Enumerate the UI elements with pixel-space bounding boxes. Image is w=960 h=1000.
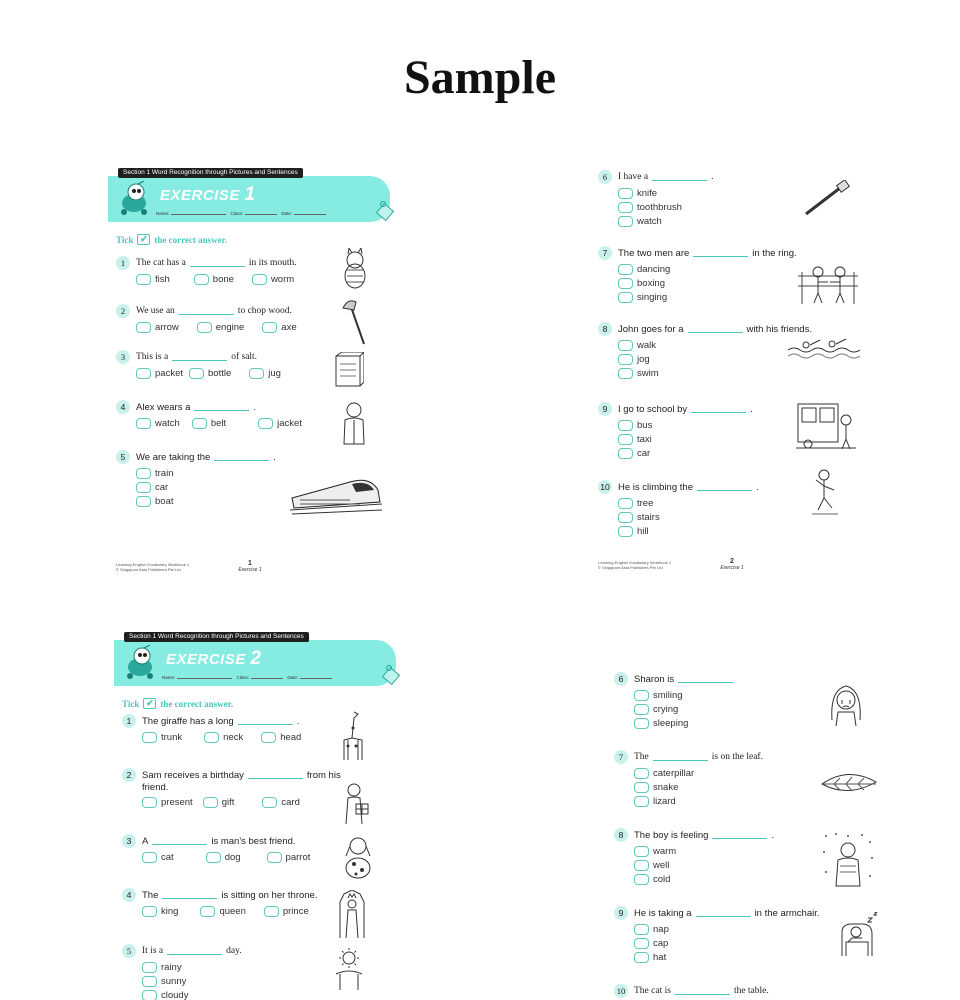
option-train[interactable]: train	[136, 468, 276, 479]
axe-icon	[340, 298, 370, 346]
option-cold[interactable]: cold	[634, 874, 774, 885]
tag-icon	[374, 200, 396, 222]
option-smiling[interactable]: smiling	[634, 690, 737, 701]
cat-icon	[340, 248, 370, 290]
option-stairs[interactable]: stairs	[618, 512, 759, 523]
option-hill[interactable]: hill	[618, 526, 759, 537]
question-3: 3 A is man's best friend. cat dog parrot	[122, 834, 310, 863]
option-jug[interactable]: jug	[249, 368, 281, 379]
option-king[interactable]: king	[142, 906, 178, 917]
option-engine[interactable]: engine	[197, 322, 245, 333]
instruction: Tick ✔ the correct answer.	[116, 234, 228, 245]
option-caterpillar[interactable]: caterpillar	[634, 768, 763, 779]
option-watch[interactable]: watch	[618, 216, 713, 227]
worksheet-page-4	[610, 626, 890, 1000]
exercise-banner	[114, 640, 396, 686]
page-number: 1 Exercise 1	[238, 560, 262, 573]
option-jog[interactable]: jog	[618, 354, 812, 365]
option-watch[interactable]: watch	[136, 418, 180, 429]
exercise-header	[118, 626, 398, 686]
exercise-title: EXERCISE 1	[160, 184, 256, 205]
option-tree[interactable]: tree	[618, 498, 759, 509]
question-6: 6 Sharon is smiling crying sleeping	[614, 672, 737, 729]
name-class-date-row: Name: Class: Date:	[162, 675, 335, 680]
boy-gift-icon	[340, 782, 370, 826]
option-knife[interactable]: knife	[618, 188, 713, 199]
boy-jacket-icon	[340, 402, 368, 446]
option-packet[interactable]: packet	[136, 368, 183, 379]
option-belt[interactable]: belt	[192, 418, 226, 429]
question-5: 5 It is a day. rainy sunny cloudy	[122, 944, 242, 1000]
queen-throne-icon	[336, 890, 368, 940]
question-10: 10 He is climbing the . tree stairs hill	[598, 480, 759, 537]
section-label: Section 1 Word Recognition through Pictures and Sentences	[118, 168, 303, 178]
instruction: Tick ✔ the correct answer.	[122, 698, 234, 709]
worksheet-page-2	[592, 162, 872, 582]
option-lizard[interactable]: lizard	[634, 796, 763, 807]
option-sleeping[interactable]: sleeping	[634, 718, 737, 729]
option-prince[interactable]: prince	[264, 906, 309, 917]
question-1: 1 The giraffe has a long . trunk neck head	[122, 714, 301, 743]
option-jacket[interactable]: jacket	[258, 418, 302, 429]
option-neck[interactable]: neck	[204, 732, 243, 743]
option-bone[interactable]: bone	[194, 274, 234, 285]
option-snake[interactable]: snake	[634, 782, 763, 793]
option-singing[interactable]: singing	[618, 292, 797, 303]
question-8: 8 John goes for a with his friends. walk jog swim	[598, 322, 812, 379]
question-8: 8 The boy is feeling . warm well cold	[614, 828, 774, 885]
option-swim[interactable]: swim	[618, 368, 812, 379]
question-5: 5 We are taking the . train car boat	[116, 450, 276, 507]
option-boxing[interactable]: boxing	[618, 278, 797, 289]
sun-icon	[334, 948, 364, 992]
question-3: 3 This is a of salt. packet bottle jug	[116, 350, 281, 379]
question-9: 9 He is taking a in the armchair. nap cap hat	[614, 906, 820, 963]
question-9: 9 I go to school by . bus taxi car	[598, 402, 753, 459]
boy-climbing-icon	[810, 468, 840, 516]
exercise-header	[112, 162, 392, 222]
question-4: 4 Alex wears a . watch belt jacket	[116, 400, 302, 429]
giraffe-icon	[340, 710, 366, 762]
option-cat[interactable]: cat	[142, 852, 174, 863]
option-nap[interactable]: nap	[634, 924, 820, 935]
option-car[interactable]: car	[136, 482, 276, 493]
dog-icon	[340, 836, 376, 880]
question-2: 2 Sam receives a birthday from his friend. present gift card	[122, 768, 341, 808]
page-number: 2 Exercise 1	[720, 558, 744, 571]
salt-packet-icon	[334, 352, 364, 388]
option-queen[interactable]: queen	[200, 906, 245, 917]
option-boat[interactable]: boat	[136, 496, 276, 507]
bus-icon	[796, 400, 856, 450]
question-10: 10 The cat is the table.	[614, 984, 769, 998]
option-crying[interactable]: crying	[634, 704, 737, 715]
toothbrush-icon	[802, 180, 852, 218]
exercise-title: EXERCISE 2	[166, 648, 262, 669]
option-fish[interactable]: fish	[136, 274, 170, 285]
page-footer: Learning English Vocabulary Workbook 1 © Singapore Asia Publishers Pte Ltd	[116, 562, 190, 572]
option-well[interactable]: well	[634, 860, 774, 871]
option-cloudy[interactable]: cloudy	[142, 990, 242, 1000]
section-label: Section 1 Word Recognition through Pictures and Sentences	[124, 632, 309, 642]
option-rainy[interactable]: rainy	[142, 962, 242, 973]
question-2: 2 We use an to chop wood. arrow engine axe	[116, 304, 297, 333]
swimmers-icon	[788, 336, 860, 360]
option-dog[interactable]: dog	[206, 852, 241, 863]
page-title: Sample	[403, 51, 556, 104]
exercise-banner	[108, 176, 390, 222]
question-7: 7 The is on the leaf. caterpillar snake lizard	[614, 750, 763, 807]
option-toothbrush[interactable]: toothbrush	[618, 202, 713, 213]
option-car[interactable]: car	[618, 448, 753, 459]
option-present[interactable]: present	[142, 797, 193, 808]
leaf-icon	[820, 770, 878, 796]
bug-mascot-icon	[120, 645, 160, 681]
question-6: 6 I have a . knife toothbrush watch	[598, 170, 713, 227]
option-hat[interactable]: hat	[634, 952, 820, 963]
option-head[interactable]: head	[261, 732, 301, 743]
option-walk[interactable]: walk	[618, 340, 812, 351]
option-warm[interactable]: warm	[634, 846, 774, 857]
option-arrow[interactable]: arrow	[136, 322, 179, 333]
man-napping-icon	[838, 912, 882, 958]
boy-cold-icon	[822, 832, 874, 890]
option-taxi[interactable]: taxi	[618, 434, 753, 445]
option-bus[interactable]: bus	[618, 420, 753, 431]
option-parrot[interactable]: parrot	[267, 852, 311, 863]
option-axe[interactable]: axe	[262, 322, 296, 333]
option-worm[interactable]: worm	[252, 274, 294, 285]
question-1: 1 The cat has a in its mouth. fish bone worm	[116, 256, 297, 285]
question-4: 4 The is sitting on her throne. king queen prince	[122, 888, 317, 917]
tag-icon	[380, 664, 402, 686]
option-trunk[interactable]: trunk	[142, 732, 182, 743]
option-cap[interactable]: cap	[634, 938, 820, 949]
option-dancing[interactable]: dancing	[618, 264, 797, 275]
bug-mascot-icon	[114, 181, 154, 217]
option-bottle[interactable]: bottle	[189, 368, 231, 379]
train-icon	[290, 468, 382, 516]
page-footer: Learning English Vocabulary Workbook 1 © Singapore Asia Publishers Pte Ltd	[598, 560, 672, 570]
option-card[interactable]: card	[262, 797, 299, 808]
name-class-date-row: Name: Class: Date:	[156, 211, 329, 216]
girl-crying-icon	[826, 680, 866, 728]
worksheet-page-3	[118, 626, 398, 1000]
worksheet-page-1	[112, 162, 392, 582]
option-sunny[interactable]: sunny	[142, 976, 242, 987]
option-gift[interactable]: gift	[203, 797, 235, 808]
question-7: 7 The two men are in the ring. dancing boxing singing	[598, 246, 797, 303]
boxers-icon	[798, 262, 858, 304]
